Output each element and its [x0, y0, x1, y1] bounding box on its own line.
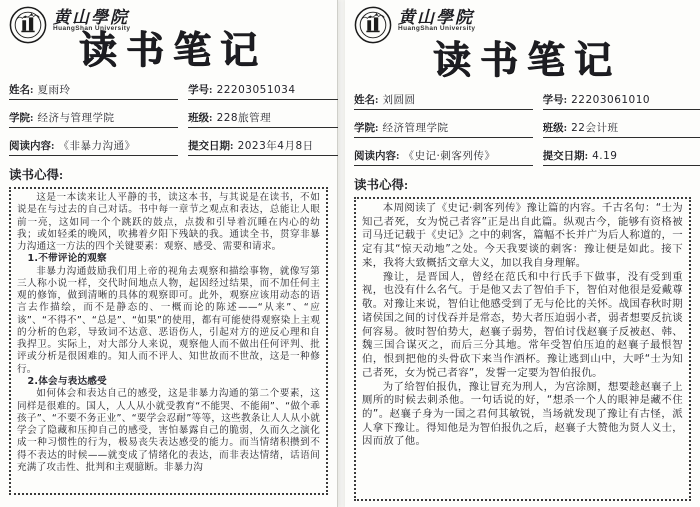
- notes-paragraph: 如何体会和表达自己的感受，这是非暴力沟通的第二个要素，这同样是很难的。国人，人人从小就受教育“不能哭、不能闹”、“做个乖孩子”、“不要不务正业”、“要学会忍耐”等等，这些教条让人人从小就学会了隐藏和压抑自己的感受，害怕暴露自己的脆弱，久而久之演化成一种习惯性的行为，极易丧失表达感受的能力。而当情绪积攒到不得不表达的时候——就变成了情绪化的表达，而非表达情绪，话语间充满了攻击性、批判和主观臆断。非暴力沟: [17, 388, 320, 473]
- field-submit-date-label: 提交日期:: [188, 141, 234, 152]
- field-reading-content-value: 《非暴力沟通》: [58, 140, 136, 152]
- field-reading-content-label: 阅读内容:: [354, 151, 400, 162]
- field-submit-date-value: 2023年4月8日: [237, 140, 314, 152]
- university-name-en: HuangShan University: [53, 25, 131, 32]
- field-college-value: 经济管理学院: [382, 122, 449, 134]
- field-name-label: 姓名:: [354, 95, 379, 106]
- field-student-id: [543, 90, 700, 110]
- field-reading-content-value: 《史记·刺客列传》: [403, 150, 496, 162]
- notes-section-label: 读书心得:: [9, 168, 64, 182]
- notes-paragraph: 本周阅读了《史记·刺客列传》豫让篇的内容。千古名句：“士为知己者死，女为悦己者容”正是出自此篇。纵观古今，能够有资格被司马迁记载于《史记》之中的刺客，篇幅不长并广为后人称道的，一定有其“惊天动地”之处。今天我要谈的刺客：豫让便是如此。接下来，我将大致概括文章大义，加以我自身理解。: [362, 202, 683, 269]
- field-college: [9, 108, 178, 128]
- field-class-value: 228旅管理: [216, 112, 272, 124]
- field-name-label: 姓名:: [9, 85, 34, 96]
- notes-page-right: [345, 0, 700, 507]
- field-student-id-value: 22203051034: [216, 84, 296, 96]
- field-class-label: 班级:: [542, 123, 568, 134]
- field-class-value: 22会计班: [571, 122, 619, 134]
- field-student-id-label: 学号:: [188, 85, 213, 96]
- university-logo: [354, 6, 691, 40]
- university-name: [53, 6, 130, 33]
- university-name-cn: 黄山學院: [53, 8, 129, 27]
- page-title: 读书笔记: [432, 40, 621, 82]
- university-seal-icon: [354, 6, 392, 44]
- notes-paragraph: 为了给智伯报仇，豫让冒充为刑人，为宫涂厕，想要趁赵襄子上厕所的时候去刺杀他。一句话说的好，“想杀一个人的眼神是藏不住的”。赵襄子身为一国之君何其敏锐，当场就发现了豫让有古怪，派人拿下豫让。得知他是为智伯报仇之后，赵襄子大赞他为贤人义士，因而放了他。: [362, 380, 683, 448]
- university-name: [398, 6, 475, 33]
- notes-body: [354, 197, 691, 501]
- notes-paragraph: 这是一本读来让人平静的书，读这本书，与其说是在读书，不如说是在与过去的自己对话。书中每一章节之观点和表达，总能让人眼前一亮，这如同一个个跳跃的鼓点，点拨和引导着沉睡在内心的幼我；或如轻柔的晚风，吹拂着夕阳下残缺的我。通读全书，贯穿非暴力沟通这一方法的四个关键要素：观察、感受、需要和请求。: [17, 192, 320, 253]
- field-name-value: 刘圆圆: [382, 94, 416, 106]
- notes-paragraph: 非暴力沟通鼓励我们用上帝的视角去观察和描绘事物，就像写第三人称小说一样，交代时间地点人物，起因经过结果，而不加任何主观的修饰，做到清晰的具体的观察即可。此外，观察应该用动态的语言去作描绘，而不是静态的、一概而论的陈述——“从来”、“应该”、“不得不”、“总是”、“如果”的使用，都有可能使得观察染上主观的分析的色彩，导致词不达意、恶语伤人，引起对方的逆反心理和自我捍卫。实际上，对大部分人来说，观察他人而不做出任何评判、批评或分析是很困难的。知人而不评人、知世故而不世故，这是一种修行。: [17, 265, 320, 375]
- page-title: 读书笔记: [78, 30, 267, 72]
- field-college: [354, 118, 533, 138]
- field-submit-date: [543, 146, 700, 166]
- field-class-label: 班级:: [188, 113, 213, 124]
- field-student-id-value: 22203061010: [571, 94, 651, 106]
- field-name: [9, 80, 178, 100]
- notes-paragraph: 豫让，是晋国人，曾经在范氏和中行氏手下做事，没有受到重视，也没有什么名气。于是他又去了智伯手下，智伯对他很是爱戴尊敬。对豫让来说，智伯让他感受到了无与伦比的关怀。战国春秋时期诸侯国之间的讨伐吞并是常态，势大者压迫弱小者，弱者想要反抗谈何容易。彼时智伯势大，赵襄子弱势，智伯讨伐赵襄子反被赵、韩、魏三国合谋灭之，而后三分其地。常年受智伯压迫的赵襄子最恨智伯，恨到把他的头骨砍下来当作酒杯。豫让逃到山中，大呼“士为知己者死，女为悦己者容”，发誓一定要为智伯报仇。: [362, 270, 683, 379]
- field-submit-date-value: 4.19: [592, 150, 618, 162]
- notes-heading: 1.不带评论的观察: [27, 253, 107, 265]
- field-class: [543, 118, 700, 138]
- field-student-id: [188, 80, 338, 100]
- field-reading-content: [354, 146, 533, 166]
- field-reading-content-label: 阅读内容:: [9, 141, 55, 152]
- field-college-value: 经济与管理学院: [37, 112, 115, 124]
- field-name-value: 夏雨玲: [37, 84, 71, 96]
- university-seal-icon: [9, 6, 47, 44]
- notes-heading: 2.体会与表达感受: [27, 375, 107, 387]
- university-name-en: HuangShan University: [398, 25, 476, 32]
- form-fields: [9, 80, 328, 156]
- field-college-label: 学院:: [9, 113, 34, 124]
- field-submit-date-label: 提交日期:: [542, 151, 589, 162]
- notes-body: [9, 187, 328, 495]
- field-name: [354, 90, 533, 110]
- field-college-label: 学院:: [354, 123, 379, 134]
- field-submit-date: [188, 136, 338, 156]
- notes-page-left: [0, 0, 338, 507]
- field-reading-content: [9, 136, 178, 156]
- form-fields: [354, 90, 691, 166]
- university-name-cn: 黄山學院: [398, 8, 474, 27]
- field-student-id-label: 学号:: [542, 95, 568, 106]
- field-class: [188, 108, 338, 128]
- notes-section-label: 读书心得:: [354, 178, 409, 192]
